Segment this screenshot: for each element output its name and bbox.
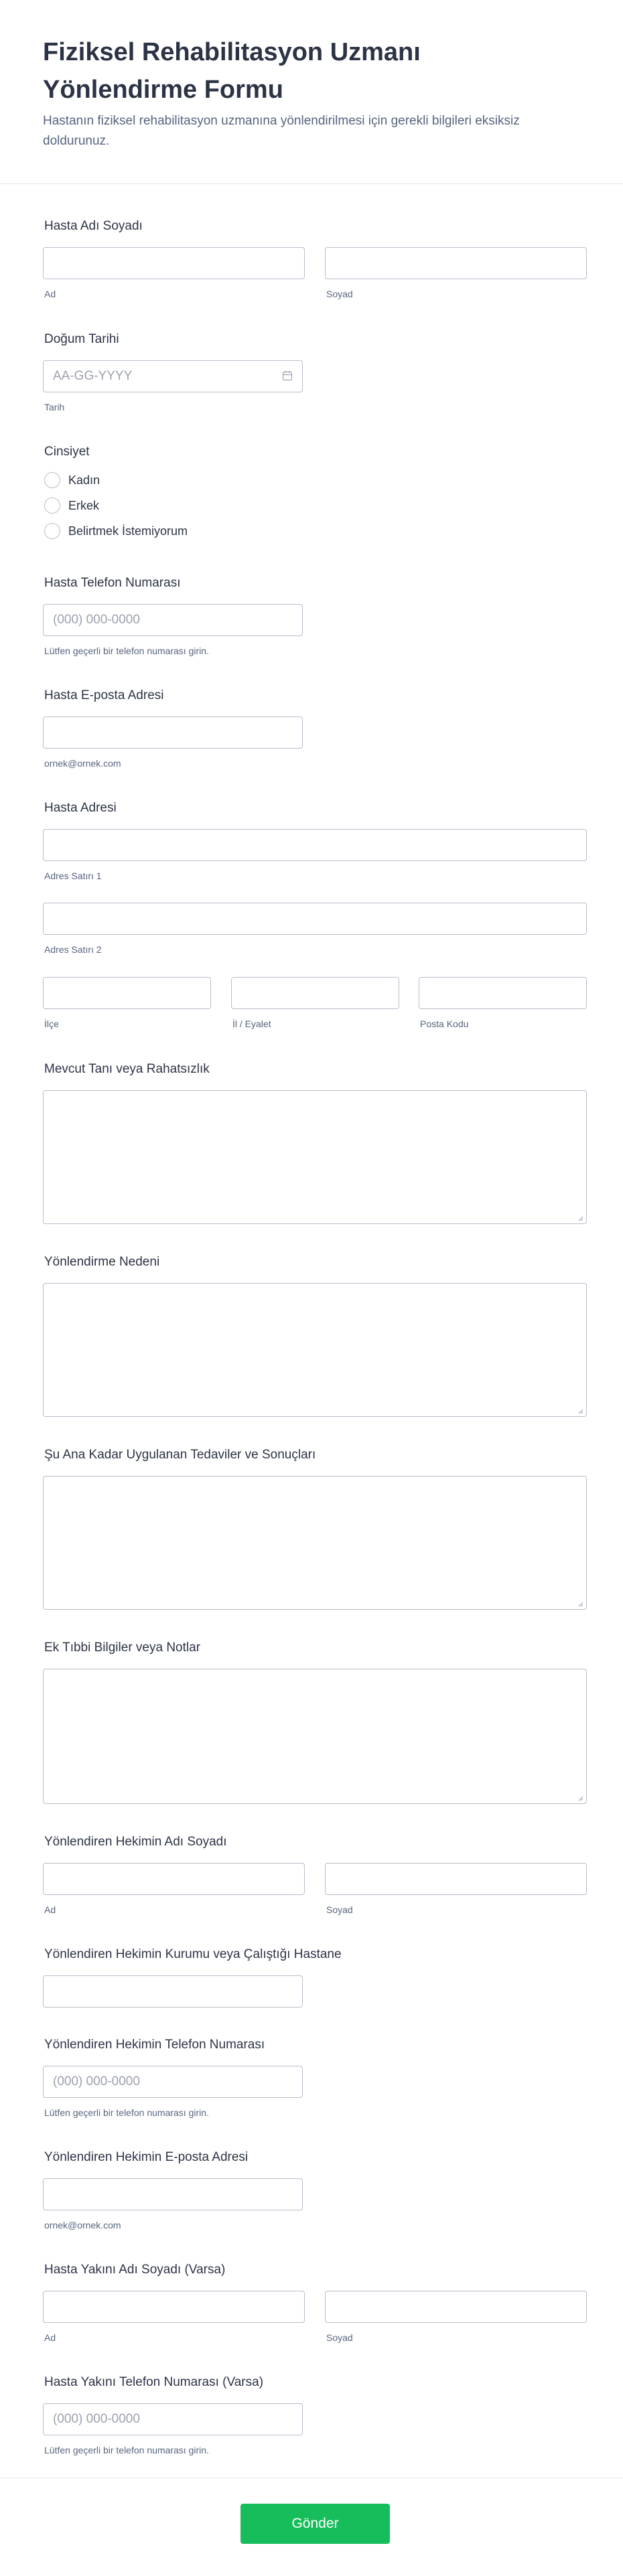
district-sublabel: İlçe bbox=[44, 1018, 59, 1029]
patient-email-input[interactable] bbox=[43, 716, 303, 749]
doctor-last-name-input[interactable] bbox=[325, 1863, 587, 1895]
patient-phone-label: Hasta Telefon Numarası bbox=[44, 576, 181, 590]
relative-first-name-sublabel: Ad bbox=[44, 2332, 56, 2343]
form-title-line2: Yönlendirme Formu bbox=[43, 76, 283, 104]
birth-date-sublabel: Tarih bbox=[44, 402, 65, 412]
radio-circle[interactable] bbox=[44, 498, 60, 514]
doctor-first-name-input[interactable] bbox=[43, 1863, 305, 1895]
patient-address-label: Hasta Adresi bbox=[44, 801, 117, 815]
doctor-phone-input[interactable] bbox=[43, 2066, 303, 2098]
birth-date-placeholder: AA-GG-YYYY bbox=[53, 369, 133, 383]
calendar-icon[interactable] bbox=[282, 370, 293, 381]
form-subtitle: Hastanın fiziksel rehabilitasyon uzmanına yönlendirilmesi için gerekli bilgileri eksiksiz doldurunuz. bbox=[43, 114, 520, 148]
address-line2-input[interactable] bbox=[43, 903, 587, 935]
doctor-institution-input[interactable] bbox=[43, 1975, 303, 2007]
patient-last-name-input[interactable] bbox=[325, 247, 587, 279]
patient-phone-sublabel: Lütfen geçerli bir telefon numarası girin. bbox=[44, 646, 209, 656]
doctor-phone-sublabel: Lütfen geçerli bir telefon numarası girin. bbox=[44, 2107, 209, 2118]
treatments-label: Şu Ana Kadar Uygulanan Tedaviler ve Sonuçları bbox=[44, 1448, 316, 1462]
form-footer bbox=[0, 2478, 623, 2576]
gender-option-label: Kadın bbox=[68, 473, 100, 487]
patient-email-label: Hasta E-posta Adresi bbox=[44, 688, 164, 702]
gender-label: Cinsiyet bbox=[44, 445, 90, 459]
patient-name-label: Hasta Adı Soyadı bbox=[44, 219, 143, 233]
postal-code-sublabel: Posta Kodu bbox=[420, 1018, 469, 1029]
medical-notes-label: Ek Tıbbi Bilgiler veya Notlar bbox=[44, 1641, 201, 1655]
doctor-email-label: Yönlendiren Hekimin E-posta Adresi bbox=[44, 2150, 249, 2164]
treatments-textarea[interactable] bbox=[43, 1476, 587, 1610]
form-header bbox=[0, 0, 623, 184]
birth-date-input[interactable] bbox=[43, 360, 303, 392]
address-line1-sublabel: Adres Satırı 1 bbox=[44, 870, 102, 881]
postal-code-input[interactable] bbox=[419, 977, 587, 1009]
doctor-phone-label: Yönlendiren Hekimin Telefon Numarası bbox=[44, 2038, 265, 2052]
doctor-phone-placeholder: (000) 000-0000 bbox=[53, 2074, 140, 2089]
address-line2-sublabel: Adres Satırı 2 bbox=[44, 944, 102, 955]
diagnosis-label: Mevcut Tanı veya Rahatsızlık bbox=[44, 1062, 210, 1076]
relative-phone-placeholder: (000) 000-0000 bbox=[53, 2412, 140, 2426]
relative-first-name-input[interactable] bbox=[43, 2291, 305, 2323]
patient-phone-input[interactable] bbox=[43, 604, 303, 636]
resize-handle-icon[interactable] bbox=[578, 1409, 583, 1414]
doctor-first-name-sublabel: Ad bbox=[44, 1904, 56, 1915]
gender-option-label: Erkek bbox=[68, 499, 100, 512]
relative-last-name-sublabel: Soyad bbox=[326, 2332, 353, 2343]
district-input[interactable] bbox=[43, 977, 211, 1009]
radio-circle[interactable] bbox=[44, 523, 60, 539]
relative-phone-sublabel: Lütfen geçerli bir telefon numarası girin. bbox=[44, 2445, 209, 2455]
medical-notes-textarea[interactable] bbox=[43, 1669, 587, 1804]
gender-option-label: Belirtmek İstemiyorum bbox=[68, 524, 188, 538]
referral-reason-textarea[interactable] bbox=[43, 1283, 587, 1417]
referral-reason-label: Yönlendirme Nedeni bbox=[44, 1255, 160, 1269]
doctor-email-input[interactable] bbox=[43, 2178, 303, 2210]
patient-first-name-input[interactable] bbox=[43, 247, 305, 279]
resize-handle-icon[interactable] bbox=[578, 1216, 583, 1221]
doctor-last-name-sublabel: Soyad bbox=[326, 1904, 353, 1915]
resize-handle-icon[interactable] bbox=[578, 1796, 583, 1801]
doctor-institution-label: Yönlendiren Hekimin Kurumu veya Çalıştığı Hastane bbox=[44, 1947, 342, 1961]
radio-circle[interactable] bbox=[44, 472, 60, 488]
submit-button[interactable]: Gönder bbox=[240, 2504, 390, 2544]
form-title bbox=[43, 33, 580, 108]
birth-date-label: Doğum Tarihi bbox=[44, 332, 119, 346]
patient-last-name-sublabel: Soyad bbox=[326, 289, 353, 299]
resize-handle-icon[interactable] bbox=[578, 1602, 583, 1607]
form-title-line1: Fiziksel Rehabilitasyon Uzmanı bbox=[43, 38, 421, 66]
address-line1-input[interactable] bbox=[43, 829, 587, 861]
doctor-email-sublabel: ornek@ornek.com bbox=[44, 2220, 121, 2230]
relative-phone-label: Hasta Yakını Telefon Numarası (Varsa) bbox=[44, 2375, 264, 2389]
relative-name-label: Hasta Yakını Adı Soyadı (Varsa) bbox=[44, 2263, 226, 2277]
patient-first-name-sublabel: Ad bbox=[44, 289, 56, 299]
diagnosis-textarea[interactable] bbox=[43, 1090, 587, 1224]
province-sublabel: İl / Eyalet bbox=[232, 1018, 271, 1029]
relative-phone-input[interactable] bbox=[43, 2403, 303, 2435]
province-input[interactable] bbox=[231, 977, 399, 1009]
patient-email-sublabel: ornek@ornek.com bbox=[44, 758, 121, 769]
doctor-name-label: Yönlendiren Hekimin Adı Soyadı bbox=[44, 1835, 227, 1849]
relative-last-name-input[interactable] bbox=[325, 2291, 587, 2323]
patient-phone-placeholder: (000) 000-0000 bbox=[53, 613, 140, 627]
